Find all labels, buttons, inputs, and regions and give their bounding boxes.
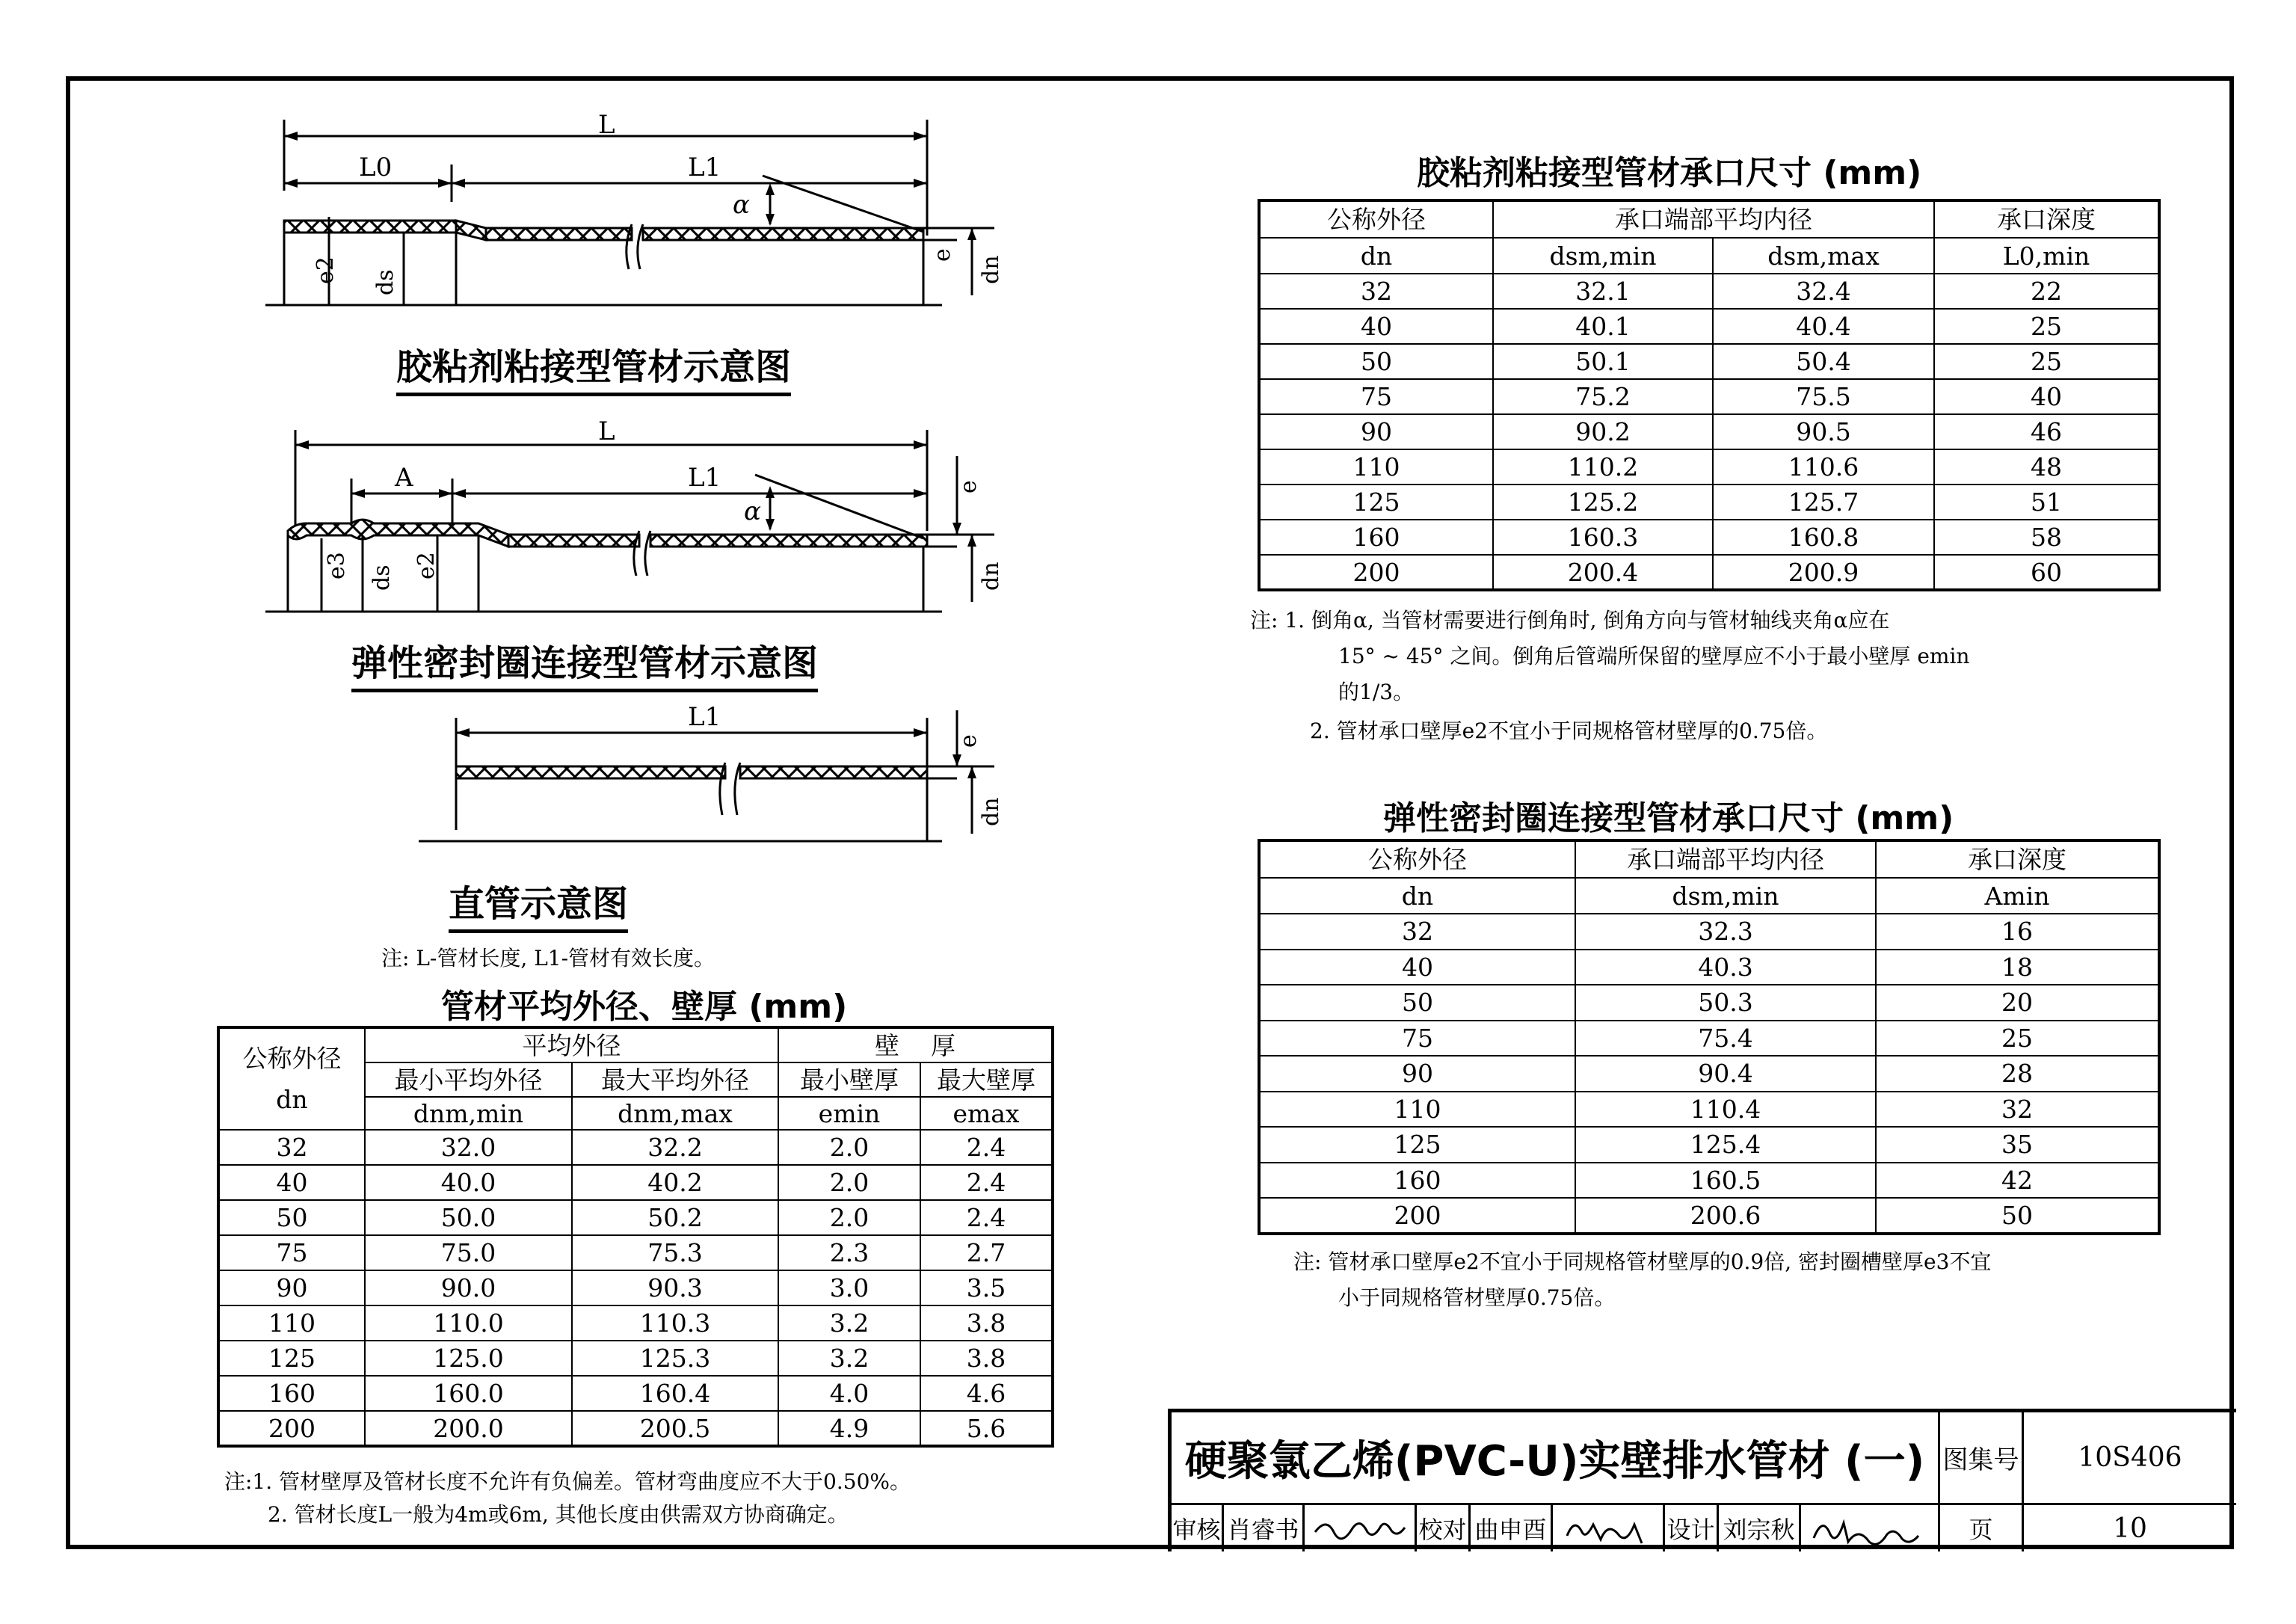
table-cell: 125.7 [1713,485,1934,520]
table-cell: 32 [1876,1092,2159,1128]
glue-label-ds: ds [372,269,398,295]
table-glue-note-2: 15° ~ 45° 之间。倒角后管端所保留的壁厚应不小于最小壁厚 emin [1338,644,1970,668]
table-cell: 160 [1259,520,1493,555]
table-cell: 3.8 [920,1305,1053,1341]
table-cell: 90 [1259,414,1493,449]
table-cell: 110.6 [1713,449,1934,485]
table-cell: 200 [1259,555,1493,590]
seal-diagram-caption: 弹性密封圈连接型管材示意图 [351,634,818,692]
table-row [1259,344,2159,379]
table-cell: 200 [218,1411,365,1446]
table-row [218,1305,1053,1341]
table-cell: 4.9 [778,1411,920,1446]
drawing-title: 硬聚氯乙烯(PVC-U)实壁排水管材 (一) [1172,1412,1940,1505]
table-cell: 90.3 [572,1270,778,1305]
table-seal [1258,839,2161,1235]
seal-label-L: L [598,416,615,446]
table-cell: 200.6 [1575,1198,1876,1234]
table-cell: 32 [1259,274,1493,309]
table-cell: 2.0 [778,1130,920,1165]
table-cell: 110.4 [1575,1092,1876,1128]
reviewer-name: 肖睿书 [1224,1505,1305,1551]
table-cell: 40.4 [1713,309,1934,344]
od-header-max-wall-sym: emax [920,1097,1053,1130]
table-cell: 75 [1259,379,1493,414]
glue-header-dsm-max: dsm,max [1713,238,1934,274]
glue-diagram-caption: 胶粘剂粘接型管材示意图 [396,338,791,396]
table-row [218,1341,1053,1376]
table-cell: 125.4 [1575,1127,1876,1163]
table-cell: 110 [218,1305,365,1341]
table-cell: 46 [1934,414,2159,449]
table-cell: 125.2 [1493,485,1713,520]
atlas-number: 10S406 [2024,1412,2236,1505]
table-cell: 3.0 [778,1270,920,1305]
table-cell: 40.0 [365,1165,572,1200]
table-cell: 18 [1876,950,2159,985]
atlas-label: 图集号 [1940,1412,2024,1505]
od-header-wall: 壁 厚 [778,1027,1053,1062]
glue-label-alpha: α [733,190,750,220]
seal-label-A: A [395,463,413,493]
table-cell: 90.4 [1575,1056,1876,1092]
straight-pipe-diagram [419,703,1017,852]
table-cell: 160.0 [365,1376,572,1411]
table-cell: 60 [1934,555,2159,590]
table-row [218,1200,1053,1235]
table-glue-note-4: 2. 管材承口壁厚e2不宜小于同规格管材壁厚的0.75倍。 [1310,719,1828,743]
table-cell: 110.3 [572,1305,778,1341]
table-row [218,1235,1053,1270]
table-cell: 3.2 [778,1305,920,1341]
table-od-title: 管材平均外径、壁厚 (mm) [441,988,848,1026]
page-label: 页 [1940,1505,2024,1551]
od-header-min-od: 最小平均外径 [365,1062,572,1097]
designer-signature [1801,1505,1940,1551]
table-cell: 90 [1259,1056,1575,1092]
table-cell: 50.1 [1493,344,1713,379]
table-row [1259,950,2159,985]
table-cell: 20 [1876,985,2159,1021]
table-row [1259,1056,2159,1092]
table-cell: 50.4 [1713,344,1934,379]
table-cell: 160.4 [572,1376,778,1411]
table-cell: 2.0 [778,1200,920,1235]
table-cell: 2.4 [920,1165,1053,1200]
glue-header-nominal: 公称外径 [1259,200,1493,238]
table-cell: 110 [1259,1092,1575,1128]
table-cell: 28 [1876,1056,2159,1092]
table-cell: 50 [1259,344,1493,379]
od-header-max-wall: 最大壁厚 [920,1062,1053,1097]
checker-name: 曲申酉 [1471,1505,1553,1551]
od-header-max-od-sym: dnm,max [572,1097,778,1130]
table-row [218,1165,1053,1200]
glue-label-L: L [598,110,615,140]
table-cell: 25 [1934,344,2159,379]
seal-label-alpha: α [744,496,761,526]
table-cell: 75 [1259,1021,1575,1056]
reviewer-signature [1305,1505,1417,1551]
straight-label-dn: dn [978,797,1004,826]
glue-label-e: e [929,248,955,262]
table-cell: 90 [218,1270,365,1305]
seal-label-e: e [955,480,982,493]
table-row [218,1411,1053,1446]
table-cell: 50.2 [572,1200,778,1235]
seal-header-depth-sym: Amin [1876,878,2159,914]
seal-label-L1: L1 [688,463,721,493]
seal-header-socket-id: 承口端部平均内径 [1575,840,1876,878]
table-row [1259,414,2159,449]
table-cell: 50.0 [365,1200,572,1235]
od-header-min-wall: 最小壁厚 [778,1062,920,1097]
table-cell: 4.6 [920,1376,1053,1411]
checker-signature [1553,1505,1665,1551]
table-cell: 125.3 [572,1341,778,1376]
table-cell: 75 [218,1235,365,1270]
od-header-avg: 平均外径 [365,1027,778,1062]
table-seal-title: 弹性密封圈连接型管材承口尺寸 (mm) [1383,799,1954,837]
table-cell: 3.2 [778,1341,920,1376]
table-glue-title: 胶粘剂粘接型管材承口尺寸 (mm) [1417,154,1922,192]
table-cell: 75.0 [365,1235,572,1270]
table-cell: 110.0 [365,1305,572,1341]
table-cell: 25 [1934,309,2159,344]
table-row [1259,449,2159,485]
table-cell: 58 [1934,520,2159,555]
table-cell: 90.2 [1493,414,1713,449]
od-header-nominal: 公称外径 dn [218,1027,365,1130]
table-cell: 2.3 [778,1235,920,1270]
table-cell: 32.4 [1713,274,1934,309]
table-cell: 50.3 [1575,985,1876,1021]
table-cell: 32.2 [572,1130,778,1165]
glue-header-dsm-min: dsm,min [1493,238,1713,274]
table-cell: 2.4 [920,1130,1053,1165]
table-seal-note-1: 注: 管材承口壁厚e2不宜小于同规格管材壁厚的0.9倍, 密封圈槽壁厚e3不宜 [1293,1249,1992,1274]
seal-label-e2: e2 [413,552,440,579]
table-cell: 90.0 [365,1270,572,1305]
table-cell: 40.2 [572,1165,778,1200]
table-cell: 40.3 [1575,950,1876,985]
table-row [1259,379,2159,414]
straight-label-L1: L1 [688,703,721,732]
glue-label-e2: e2 [313,256,339,284]
table-cell: 160.3 [1493,520,1713,555]
table-cell: 35 [1876,1127,2159,1163]
table-row [1259,914,2159,950]
glue-label-L0: L0 [359,153,393,182]
seal-label-ds: ds [369,565,395,591]
table-glue-note-3: 的1/3。 [1338,680,1415,704]
table-od-note-1: 注:1. 管材壁厚及管材长度不允许有负偏差。管材弯曲度应不大于0.50%。 [224,1469,911,1494]
table-row [1259,1021,2159,1056]
table-cell: 200.4 [1493,555,1713,590]
table-cell: 160 [218,1376,365,1411]
design-label: 设计 [1665,1505,1719,1551]
table-cell: 75.3 [572,1235,778,1270]
od-header-min-od-sym: dnm,min [365,1097,572,1130]
table-cell: 160 [1259,1163,1575,1199]
table-cell: 125 [218,1341,365,1376]
straight-diagram-caption: 直管示意图 [449,875,628,933]
table-cell: 16 [1876,914,2159,950]
table-cell: 125 [1259,1127,1575,1163]
table-cell: 40 [1259,309,1493,344]
table-od-note-2: 2. 管材长度L一般为4m或6m, 其他长度由供需双方协商确定。 [268,1502,849,1527]
diagram-legend-note: 注: L-管材长度, L1-管材有效长度。 [381,946,715,971]
check-label: 校对 [1417,1505,1471,1551]
seal-header-depth: 承口深度 [1876,840,2159,878]
table-cell: 22 [1934,274,2159,309]
glue-header-depth-sym: L0,min [1934,238,2159,274]
table-row [1259,1163,2159,1199]
table-row [1259,1198,2159,1234]
table-cell: 110.2 [1493,449,1713,485]
glue-label-dn: dn [978,255,1004,284]
straight-label-e: e [955,734,982,748]
table-row [1259,485,2159,520]
table-cell: 3.8 [920,1341,1053,1376]
table-cell: 40 [1259,950,1575,985]
table-cell: 40 [1934,379,2159,414]
glue-pipe-diagram [254,105,1024,329]
table-cell: 32.1 [1493,274,1713,309]
glue-header-socket-id: 承口端部平均内径 [1493,200,1934,238]
glue-header-depth: 承口深度 [1934,200,2159,238]
table-cell: 125.0 [365,1341,572,1376]
seal-label-dn: dn [978,562,1004,591]
table-cell: 90.5 [1713,414,1934,449]
table-row [1259,985,2159,1021]
table-cell: 200 [1259,1198,1575,1234]
table-cell: 32 [1259,914,1575,950]
page-number: 10 [2113,1513,2147,1544]
table-cell: 32.3 [1575,914,1876,950]
table-cell: 3.5 [920,1270,1053,1305]
seal-header-socket-sym: dsm,min [1575,878,1876,914]
table-cell: 32 [218,1130,365,1165]
table-row [1259,274,2159,309]
table-cell: 200.0 [365,1411,572,1446]
table-cell: 50 [1876,1198,2159,1234]
table-cell: 25 [1876,1021,2159,1056]
glue-label-L1: L1 [688,153,721,182]
title-block [1168,1409,2236,1551]
designer-name: 刘宗秋 [1719,1505,1801,1551]
seal-pipe-diagram [254,411,1024,636]
table-row [218,1376,1053,1411]
table-row [218,1130,1053,1165]
table-cell: 40 [218,1165,365,1200]
table-cell: 5.6 [920,1411,1053,1446]
seal-header-nominal-sym: dn [1259,878,1575,914]
table-row [1259,520,2159,555]
table-row [1259,309,2159,344]
table-cell: 75.4 [1575,1021,1876,1056]
table-row [218,1270,1053,1305]
table-cell: 160.5 [1575,1163,1876,1199]
table-seal-note-2: 小于同规格管材壁厚0.75倍。 [1338,1285,1616,1310]
table-cell: 50 [218,1200,365,1235]
table-cell: 110 [1259,449,1493,485]
table-cell: 2.7 [920,1235,1053,1270]
table-cell: 32.0 [365,1130,572,1165]
table-cell: 75.2 [1493,379,1713,414]
table-cell: 2.0 [778,1165,920,1200]
table-cell: 51 [1934,485,2159,520]
table-cell: 2.4 [920,1200,1053,1235]
od-header-max-od: 最大平均外径 [572,1062,778,1097]
table-cell: 40.1 [1493,309,1713,344]
table-cell: 42 [1876,1163,2159,1199]
table-row [1259,555,2159,590]
table-cell: 160.8 [1713,520,1934,555]
table-row [1259,1092,2159,1128]
table-od [217,1026,1054,1448]
seal-label-e3: e3 [324,552,350,579]
table-glue-note-1: 注: 1. 倒角α, 当管材需要进行倒角时, 倒角方向与管材轴线夹角α应在 [1250,608,1890,633]
table-cell: 4.0 [778,1376,920,1411]
table-cell: 48 [1934,449,2159,485]
table-row [1259,1127,2159,1163]
table-cell: 200.9 [1713,555,1934,590]
table-cell: 125 [1259,485,1493,520]
table-glue [1258,199,2161,591]
seal-header-nominal: 公称外径 [1259,840,1575,878]
table-cell: 200.5 [572,1411,778,1446]
glue-header-nominal-sym: dn [1259,238,1493,274]
review-label: 审核 [1172,1505,1224,1551]
table-cell: 50 [1259,985,1575,1021]
od-header-min-wall-sym: emin [778,1097,920,1130]
table-cell: 75.5 [1713,379,1934,414]
